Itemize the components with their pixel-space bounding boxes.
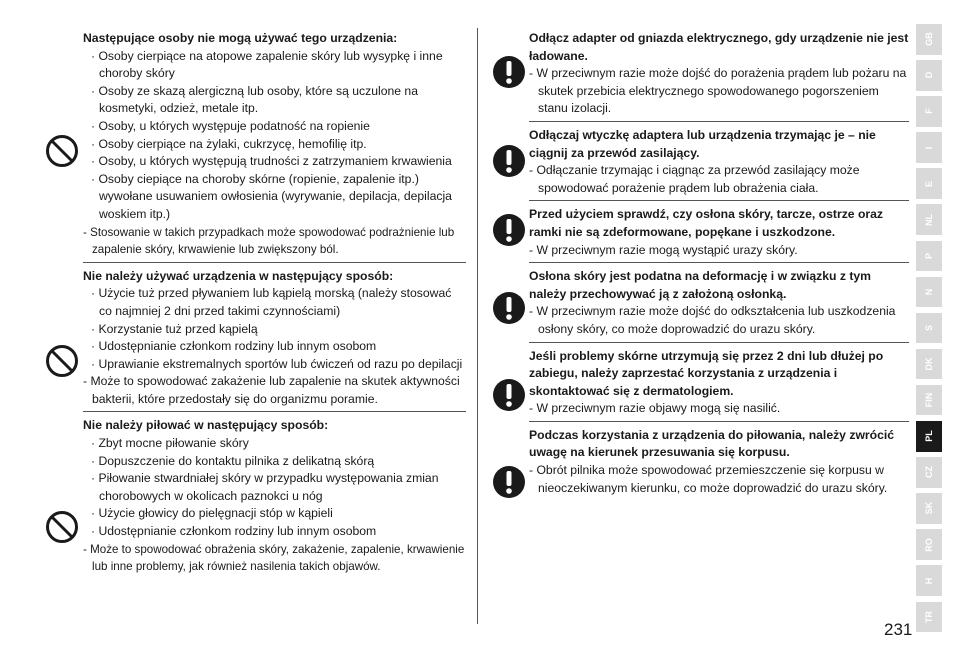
warning-note: - Może to spowodować obrażenia skóry, zakażenie, zapalenie, krwawienie lub inne problemy, jak również nasilenia takich objawów. [83, 542, 465, 574]
prohibited-icon [45, 134, 79, 168]
tab-label: F [924, 108, 934, 115]
exclamation-icon [492, 465, 526, 499]
exclamation-icon [492, 55, 526, 89]
section-heading: Następujące osoby nie mogą używać tego urządzenia: [83, 31, 398, 45]
prohibited-icon [45, 510, 79, 544]
tab-tr[interactable] [916, 602, 942, 633]
list-item: · Osoby cierpiące na żylaki, cukrzycę, hemofilię itp. [91, 136, 367, 151]
tab-label: DK [924, 357, 934, 371]
tab-label: I [924, 146, 934, 149]
tab-n[interactable] [916, 277, 942, 308]
tab-f[interactable] [916, 96, 942, 127]
left-section-1 [83, 30, 466, 263]
tab-e[interactable] [916, 168, 942, 199]
tab-sk[interactable] [916, 493, 942, 524]
list-item: · Udostępnianie członkom rodziny lub innym osobom [91, 524, 377, 539]
right-column [529, 30, 909, 497]
list-item: · Piłowanie stwardniałej skóry w przypadku występowania zmian chorobowych w okolicach paznokci u nóg [91, 471, 439, 503]
right-section-5 [529, 343, 909, 422]
tab-label: P [924, 252, 934, 259]
exclamation-icon [492, 291, 526, 325]
list-item: · Użycie głowicy do pielęgnacji stóp w kąpieli [91, 506, 333, 521]
left-column [83, 30, 466, 576]
list-item: · Osoby, u których występuje podatność na ropienie [91, 118, 370, 133]
list-item: · Osoby, u których występują trudności z zatrzymaniem krwawienia [91, 154, 452, 169]
list-item: · Dopuszczenie do kontaktu pilnika z delikatną skórą [91, 453, 375, 468]
tab-d[interactable] [916, 60, 942, 91]
exclamation-icon [492, 213, 526, 247]
section-heading: Odłączaj wtyczkę adaptera lub urządzenia trzymając je – nie ciągnij za przewód zasilający. [529, 127, 876, 160]
tab-label: NL [924, 213, 934, 226]
column-divider [477, 28, 478, 624]
page-number: 231 [884, 620, 913, 639]
warning-note: - Stosowanie w takich przypadkach może spowodować podrażnienie lub zapalenie skóry, krwawienie lub zwiększony ból. [83, 225, 455, 257]
tab-label: H [924, 577, 934, 584]
warning-note: - W przeciwnym razie może dojść do porażenia prądem lub pożaru na skutek przebicia elektrycznego spowodowanego pogorszeniem stanu izolacji. [529, 66, 907, 116]
left-section-2 [83, 263, 466, 413]
tab-dk[interactable] [916, 349, 942, 380]
tab-nl[interactable] [916, 204, 942, 235]
list-item: · Udostępnianie członkom rodziny lub innym osobom [91, 339, 377, 354]
section-heading: Odłącz adapter od gniazda elektrycznego, gdy urządzenie nie jest ładowane. [529, 31, 909, 63]
tab-p[interactable] [916, 241, 942, 272]
tab-label: N [924, 288, 934, 296]
section-heading: Osłona skóry jest podatna na deformację i w związku z tym należy przechowywać ją z założoną osłonką. [529, 269, 872, 301]
prohibited-icon [45, 344, 79, 378]
tab-label: FIN [924, 392, 934, 408]
section-heading: Przed użyciem sprawdź, czy osłona skóry, tarcze, ostrze oraz ramki nie są zdeformowane, popękane i uszkodzone. [529, 207, 884, 239]
warning-note: - W przeciwnym razie objawy mogą się nasilić. [529, 401, 781, 416]
tab-label: E [924, 180, 934, 187]
section-heading: Jeśli problemy skórne utrzymują się przez 2 dni lub dłużej po zabiegu, należy zaprzestać korzystania z urządzenia i skontaktować się z dermatologiem. [529, 348, 884, 398]
section-heading: Nie należy używać urządzenia w następujący sposób: [83, 268, 394, 283]
section-heading: Nie należy piłować w następujący sposób: [83, 418, 329, 433]
right-section-4 [529, 263, 909, 342]
right-section-2 [529, 122, 909, 201]
warning-note: - Obrót pilnika może spowodować przemieszczenie się korpusu w nieoczekiwanym kierunku, co może doprowadzić do urazu skóry. [529, 463, 888, 495]
tab-label: D [924, 72, 934, 79]
list-item: · Korzystanie tuż przed kąpielą [91, 321, 258, 336]
list-item: · Osoby ze skazą alergiczną lub osoby, które są uczulone na kosmetyki, odzież, metale itp. [91, 83, 418, 116]
tab-fin[interactable] [916, 385, 942, 416]
tab-s[interactable] [916, 313, 942, 344]
tab-pl[interactable] [916, 421, 942, 452]
exclamation-icon [492, 378, 526, 412]
tab-label: GB [924, 32, 934, 46]
tab-ro[interactable] [916, 529, 942, 560]
tab-label: RO [924, 537, 934, 552]
warning-note: - Odłączanie trzymając i ciągnąc za przewód zasilający może spowodować porażenie prądem lub obrażenia ciała. [529, 163, 860, 195]
language-tabs [916, 24, 942, 638]
section-heading: Podczas korzystania z urządzenia do piłowania, należy zwrócić uwagę na kierunek przesuwania się korpusu. [529, 427, 895, 460]
list-item: · Użycie tuż przed pływaniem lub kąpielą morską (należy stosować co najmniej 2 dni przed takimi czynnościami) [91, 286, 452, 318]
warning-note: - Może to spowodować zakażenie lub zapalenie na skutek aktywności bakterii, które przedostały się do organizmu poramie. [83, 374, 460, 406]
warning-note: - W przeciwnym razie mogą wystąpić urazy skóry. [529, 242, 798, 257]
right-section-3 [529, 201, 909, 263]
tab-h[interactable] [916, 565, 942, 596]
tab-label: TR [924, 610, 934, 623]
tab-label: SK [924, 502, 934, 515]
right-section-1 [529, 30, 909, 122]
list-item: · Zbyt mocne piłowanie skóry [91, 436, 249, 451]
warning-note: - W przeciwnym razie może dojść do odkształcenia lub uszkodzenia osłony skóry, co może doprowadzić do urazu skóry. [529, 304, 896, 336]
list-item: · Osoby cierpiące na atopowe zapalenie skóry lub wysypkę i inne choroby skóry [91, 48, 443, 81]
tab-i[interactable] [916, 132, 942, 163]
list-item: · Osoby ciepiące na choroby skórne (ropienie, zapalenie itp.) wywołane usuwaniem owłosienia (wyrywanie, depilacja, depilacja woskiem itp.) [91, 171, 452, 221]
exclamation-icon [492, 144, 526, 178]
left-section-3 [83, 412, 466, 575]
list-item: · Uprawianie ekstremalnych sportów lub ćwiczeń od razu po depilacji [91, 356, 463, 371]
tab-label: CZ [924, 466, 934, 479]
tab-gb[interactable] [916, 24, 942, 55]
right-section-6 [529, 422, 909, 497]
tab-label: S [924, 324, 934, 332]
tab-label: PL [924, 430, 934, 443]
tab-cz[interactable] [916, 457, 942, 488]
